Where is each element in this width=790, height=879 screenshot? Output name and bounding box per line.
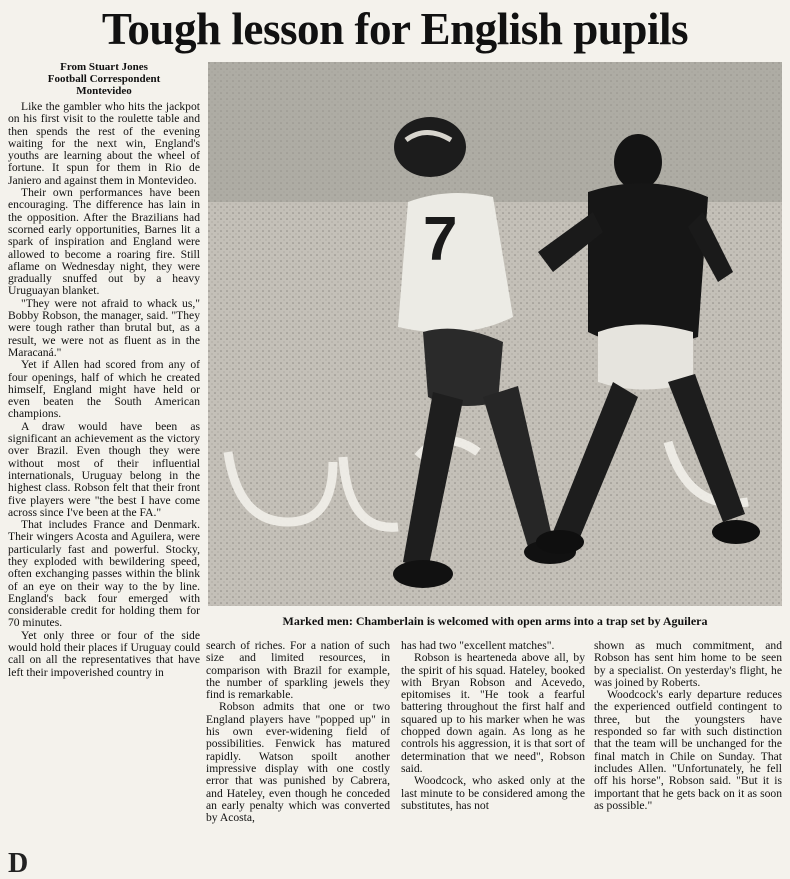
match-photo xyxy=(208,62,782,606)
byline xyxy=(8,61,200,97)
article-paragraph: That includes France and Denmark. Their wingers Acosta and Aguilera, were particularly fast and powerful. Stocky, they exploded with bewildering speed, often exchanging passes within the blink of an eye on their way to the by line. England's back four emerged with considerable credit for holding them for 70 minutes. xyxy=(8,518,200,630)
article-paragraph: "They were not afraid to whack us," Bobby Robson, the manager, said. "They were tough rather than brutal but, as a result, we were not as fluent as in the Maracaná." xyxy=(8,296,200,359)
article-column-2 xyxy=(206,640,390,824)
article-paragraph: Woodcock's early departure reduces the experienced outfield contingent to three, but the youngsters have responded so far with such distinction that the team will be unchanged for the final match in Chile on Sunday. That includes Allen. "Unfortunately, he fell off his horse", Robson said. "But it is important that he gets back on it as soon as possible." xyxy=(594,688,782,812)
byline-location: Montevideo xyxy=(76,85,132,97)
byline-role: Football Correspondent xyxy=(47,73,161,85)
byline-author: From Stuart Jones xyxy=(60,61,148,73)
article-paragraph: Woodcock, who asked only at the last minute to be considered among the substitutes, has not xyxy=(401,774,585,812)
shirt-number: 7 xyxy=(423,205,458,274)
article-paragraph: search of riches. For a nation of such size and limited resources, in comparison with Brazil for example, the number of sparkling jewels they find is remarkable. xyxy=(206,639,390,702)
headline: Tough lesson for English pupils xyxy=(101,3,689,54)
article-column-4 xyxy=(594,640,782,812)
article-paragraph: A draw would have been as significant an achievement as the victory over Brazil. Even though they were without most of their influential internationals, Uruguay belong in the highest class. Robson felt that their front five players were "the best I have come across since I've been at the FA." xyxy=(8,419,200,519)
article-column-3 xyxy=(401,640,585,812)
article-paragraph: has had two "excellent matches". xyxy=(401,639,555,652)
article-paragraph: Yet only three or four of the side would hold their places if Uruguay could call on all the representatives that have left their impoverished country in xyxy=(8,628,200,679)
article-paragraph: Robson is hearteneda above all, by the spirit of his squad. Hateley, booked with Bryan Robson and Acevedo, epitomises it. "He took a fearful battering throughout the first half and squared up to his marker when he was chopped down again. As long as he controls his aggression, it is that sort of determination that we need", Robson said. xyxy=(401,651,585,775)
article-paragraph: Like the gambler who hits the jackpot on his first visit to the roulette table and then spends the rest of the evening waiting for the next win, England's youths are learning about the wheel of fortune. It spun for them in Rio de Janiero and against them in Montevideo. xyxy=(8,100,200,187)
article-column-1 xyxy=(8,101,200,679)
next-headline-fragment: D xyxy=(8,848,29,879)
photo-caption: Marked men: Chamberlain is welcomed with open arms into a trap set by Aguilera xyxy=(282,614,708,628)
article-paragraph: shown as much commitment, and Robson has sent him home to be seen by a specialist. On yesterday's flight, he was joined by Roberts. xyxy=(594,639,782,689)
article-paragraph: Their own performances have been encouraging. The difference has lain in the opposition. After the Brazilians had scorned early opportunities, Barnes lit a spark of inspiration and England were allowed to become a roaring fire. Still aflame on Wednesday night, they were gradually snuffed out by a heavy Uruguayan blanket. xyxy=(8,186,200,298)
article-paragraph: Yet if Allen had scored from any of four openings, half of which he created himself, England might have held or even beaten the South American champions. xyxy=(8,358,200,421)
article-paragraph: Robson admits that one or two England players have "popped up" in his own ever-widening field of possibilities. Fenwick has matured rapidly. Watson spoilt another impressive display with one costly error that was punished by Cabrera, and Hateley, even though he conceded an early penalty which was converted by Acosta, xyxy=(206,700,390,825)
